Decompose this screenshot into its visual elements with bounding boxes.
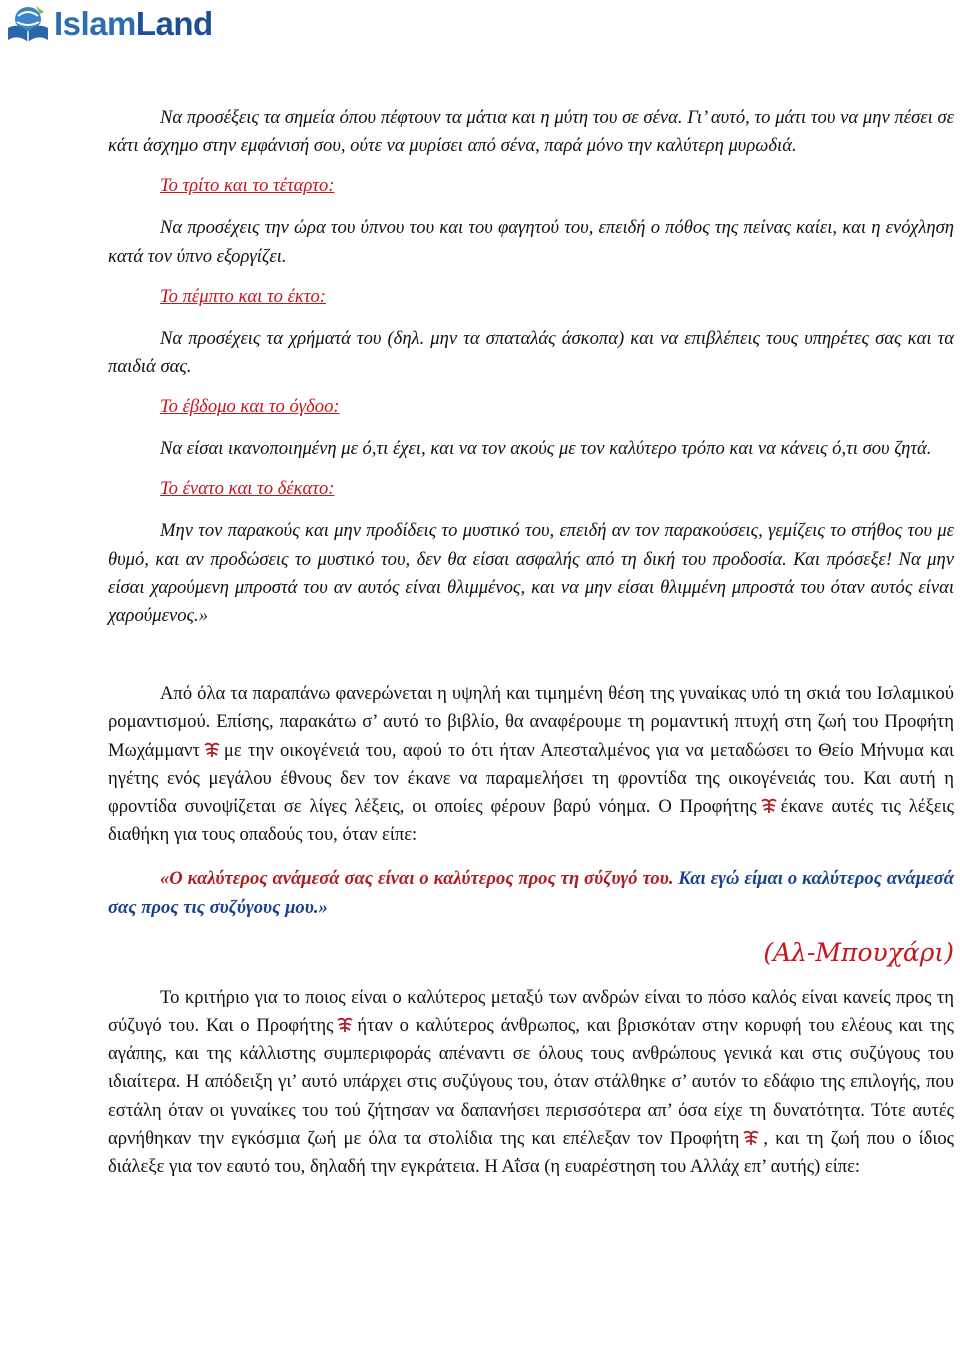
paragraph-6: Από όλα τα παραπάνω φανερώνεται η υψηλή και τιμημένη θέση της γυναίκας υπό τη σκιά του Ισλαμικού ρομαντισμού. Επίσης, παρακάτω σ’ αυτό το βιβλίο, θα αναφέρουμε τη ρομαντική πτυχή στη ζωή του Προφήτη Μωχάμμαντ με την οικογένειά του, αφού το ότι ήταν Απεσταλμένος για να μεταδώσει το Θείο Μήνυμα και ηγέτης ενός μεγάλου έθνους δεν τον έκανε να παραμελήσει τη φροντίδα της οικογένειάς του. Και αυτή η φροντίδα συνοψίζεται σε λίγες λέξεις, οι οποίες φέρουν βαρύ νόημα. Ο Προφήτης έκανε αυτές τις λέξεις διαθήκη για τους οπαδούς του, όταν είπε: [108,683,954,846]
logo-wordmark: IslamLand [54,5,213,42]
heading-ninth-tenth: Το ένατο και το δέκατο: [160,478,335,500]
pbuh-calligraphy-icon [742,1129,760,1147]
book-globe-logo-icon [6,4,50,44]
heading-seventh-eighth: Το έβδομο και το όγδοο: [160,396,340,418]
pbuh-calligraphy-icon [760,797,778,815]
islamland-logo[interactable] [6,2,236,46]
paragraph-5: Μην τον παρακούς και μην προδίδεις το μυστικό του, επειδή αν τον παρακούσεις, γεμίζεις το στήθος του με θυμό, και αν προδώσεις το μυστικό του, δεν θα είσαι ασφαλής από τη δική του προδοσία. Και πρόσεξε! Να μην είσαι χαρούμενη μπροστά του αν αυτός είναι θλιμμένος, και να μην είσαι θλιμμένη μπροστά του όταν αυτός είναι χαρούμενος.» [108,520,954,627]
pbuh-calligraphy-icon [336,1016,354,1034]
heading-third-fourth: Το τρίτο και το τέταρτο: [160,175,335,197]
paragraph-7: Το κριτήριο για το ποιος είναι ο καλύτερος μεταξύ των ανδρών είναι το πόσο καλός είναι κανείς προς τη σύζυγό του. Και ο Προφήτης ήταν ο καλύτερος άνθρωπος, και βρισκόταν στην κορυφή του ελέους και της αγάπης, και της κάλλιστης συμπεριφοράς απέναντι σε όλους τους ανθρώπους γενικά και στις συζύγους του ιδιαίτερα. Η απόδειξη γι’ αυτό υπάρχει στις συζύγους του, όταν στάλθηκε σ’ αυτόν το εδάφιο της επιλογής, που εστάλη όταν οι γυναίκες του τού ζήτησαν να δαπανήσει περισσότερα απ’ όσα είχε τη δυνατότητα. Τότε αυτές αρνήθηκαν την εγκόσμια ζωή με όλα τα στολίδια της και επέλεξαν τον Προφήτη , και τη ζωή που ο ίδιος διάλεξε για τον εαυτό του, δηλαδή την εγκράτεια. Η Αΐσα (η ευαρέστηση του Αλλάχ επ’ αυτής) είπε: [108,986,954,1178]
pbuh-calligraphy-icon [203,741,221,759]
document-body [108,104,954,1181]
paragraph-1: Να προσέξεις τα σημεία όπου πέφτουν τα μάτια και η μύτη του σε σένα. Γι’ αυτό, το μάτι του να μην πέσει σε κάτι άσχημο στην εμφάνισή σου, ούτε να μυρίσει από σένα, παρά μόνο την καλύτερη μυρωδιά. [108,107,954,157]
paragraph-4: Να είσαι ικανοποιημένη με ό,τι έχει, και να τον ακούς με τον καλύτερο τρόπο και να κάνεις ό,τι σου ζητά. [160,438,932,460]
paragraph-3: Να προσέχεις τα χρήματά του (δηλ. μην τα σπαταλάς άσκοπα) και να επιβλέπεις τους υπηρέτες σας και τα παιδιά σας. [108,327,954,378]
hadith-source: (Αλ-Μπουχάρι) [763,937,954,967]
paragraph-2: Να προσέχεις την ώρα του ύπνου του και του φαγητού του, επειδή ο πόθος της πείνας καίει, και η ενόχληση κατά τον ύπνο εξοργίζει. [108,217,954,267]
hadith-quote: «Ο καλύτερος ανάμεσά σας είναι ο καλύτερος προς τη σύζυγό του. Και εγώ είμαι ο καλύτερος ανάμεσά σας προς τις συζύγους μου.» [108,868,954,918]
heading-fifth-sixth: Το πέμπτο και το έκτο: [160,285,326,307]
